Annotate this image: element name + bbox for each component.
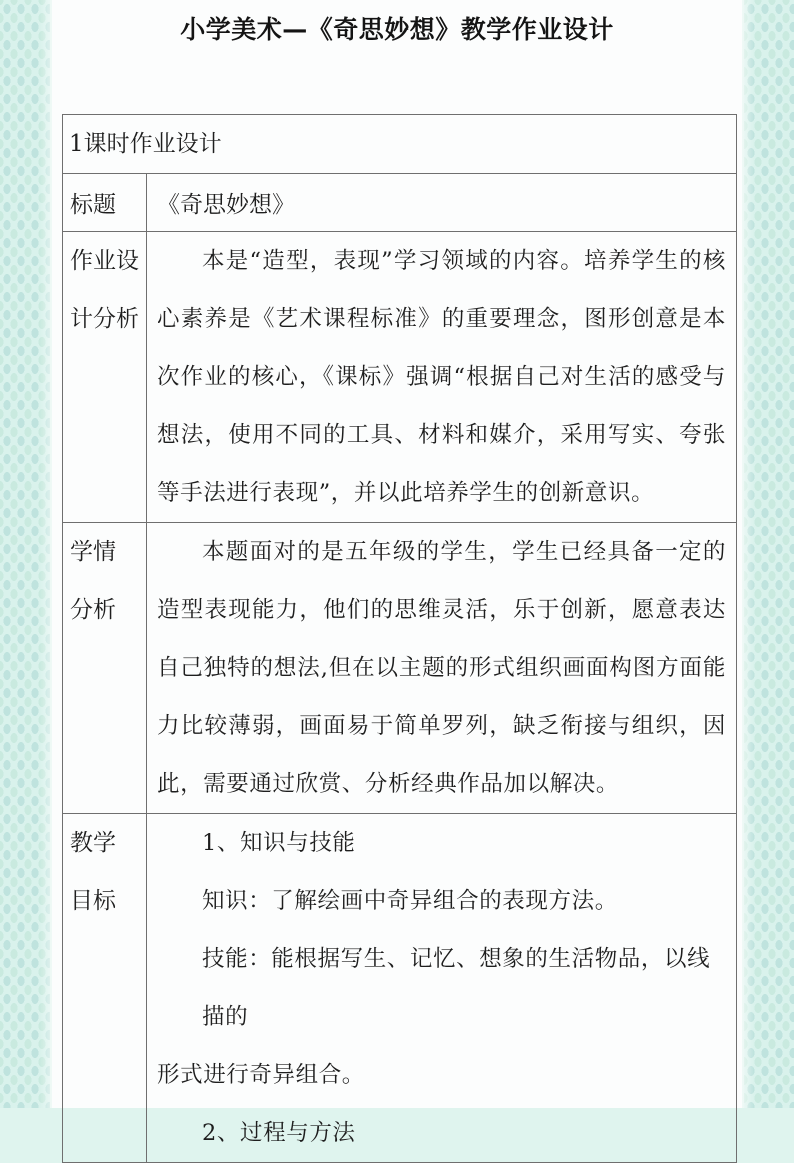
design-analysis-text: 本是“造型，表现”学习领域的内容。培养学生的核心素养是《艺术课程标准》的重要理念，图形创意是本次作业的核心，《课标》强调“根据自己对生活的感受与想法，使用不同的工具、材料和媒介，采用写实、夸张等手法进行表现”，并以此培养学生的创新意识。 [157, 248, 726, 506]
goal-skill-text-line1: 技能：能根据写生、记忆、想象的生活物品，以线描的 [202, 946, 711, 1030]
design-analysis-label-line1: 作业设 [70, 248, 139, 274]
title-value-cell: 《奇思妙想》 [147, 174, 737, 232]
teaching-goals-label-cell [63, 814, 147, 1163]
title-label-cell: 标题 [63, 174, 147, 232]
teaching-goals-label-line2: 目标 [70, 888, 116, 914]
document-page [52, 0, 742, 1146]
table-row-student-analysis [63, 523, 737, 814]
student-analysis-label-line1: 学情 [70, 539, 116, 565]
table-header-row [63, 115, 737, 174]
student-analysis-label-cell [63, 523, 147, 814]
design-analysis-label-line2: 计分析 [70, 306, 139, 332]
student-analysis-label-line2: 分析 [70, 597, 116, 623]
table-row-design-analysis [63, 232, 737, 523]
student-analysis-text: 本题面对的是五年级的学生，学生已经具备一定的造型表现能力，他们的思维灵活，乐于创新，愿意表达自己独特的想法,但在以主题的形式组织画面构图方面能力比较薄弱，画面易于简单罗列，缺乏衔接与组织，因此，需要通过欣赏、分析经典作品加以解决。 [157, 539, 726, 797]
teaching-goals-content-cell [147, 814, 737, 1163]
table-row-teaching-goals [63, 814, 737, 1163]
document-title: 小学美术—《奇思妙想》教学作业设计 [180, 15, 614, 44]
student-analysis-content-cell [147, 523, 737, 814]
goal-heading-knowledge-skills: 1、知识与技能 [202, 830, 356, 856]
homework-design-table [62, 114, 737, 1163]
goal-skill-text-line2: 形式进行奇异组合。 [157, 1062, 365, 1088]
design-analysis-content-cell [147, 232, 737, 523]
table-row-title [63, 174, 737, 232]
goal-heading-process-methods: 2、过程与方法 [202, 1120, 356, 1146]
lesson-header-cell: 1课时作业设计 [63, 115, 737, 174]
teaching-goals-label-line1: 教学 [70, 830, 116, 856]
goal-knowledge-text: 知识：了解绘画中奇异组合的表现方法。 [202, 888, 618, 914]
design-analysis-label-cell [63, 232, 147, 523]
